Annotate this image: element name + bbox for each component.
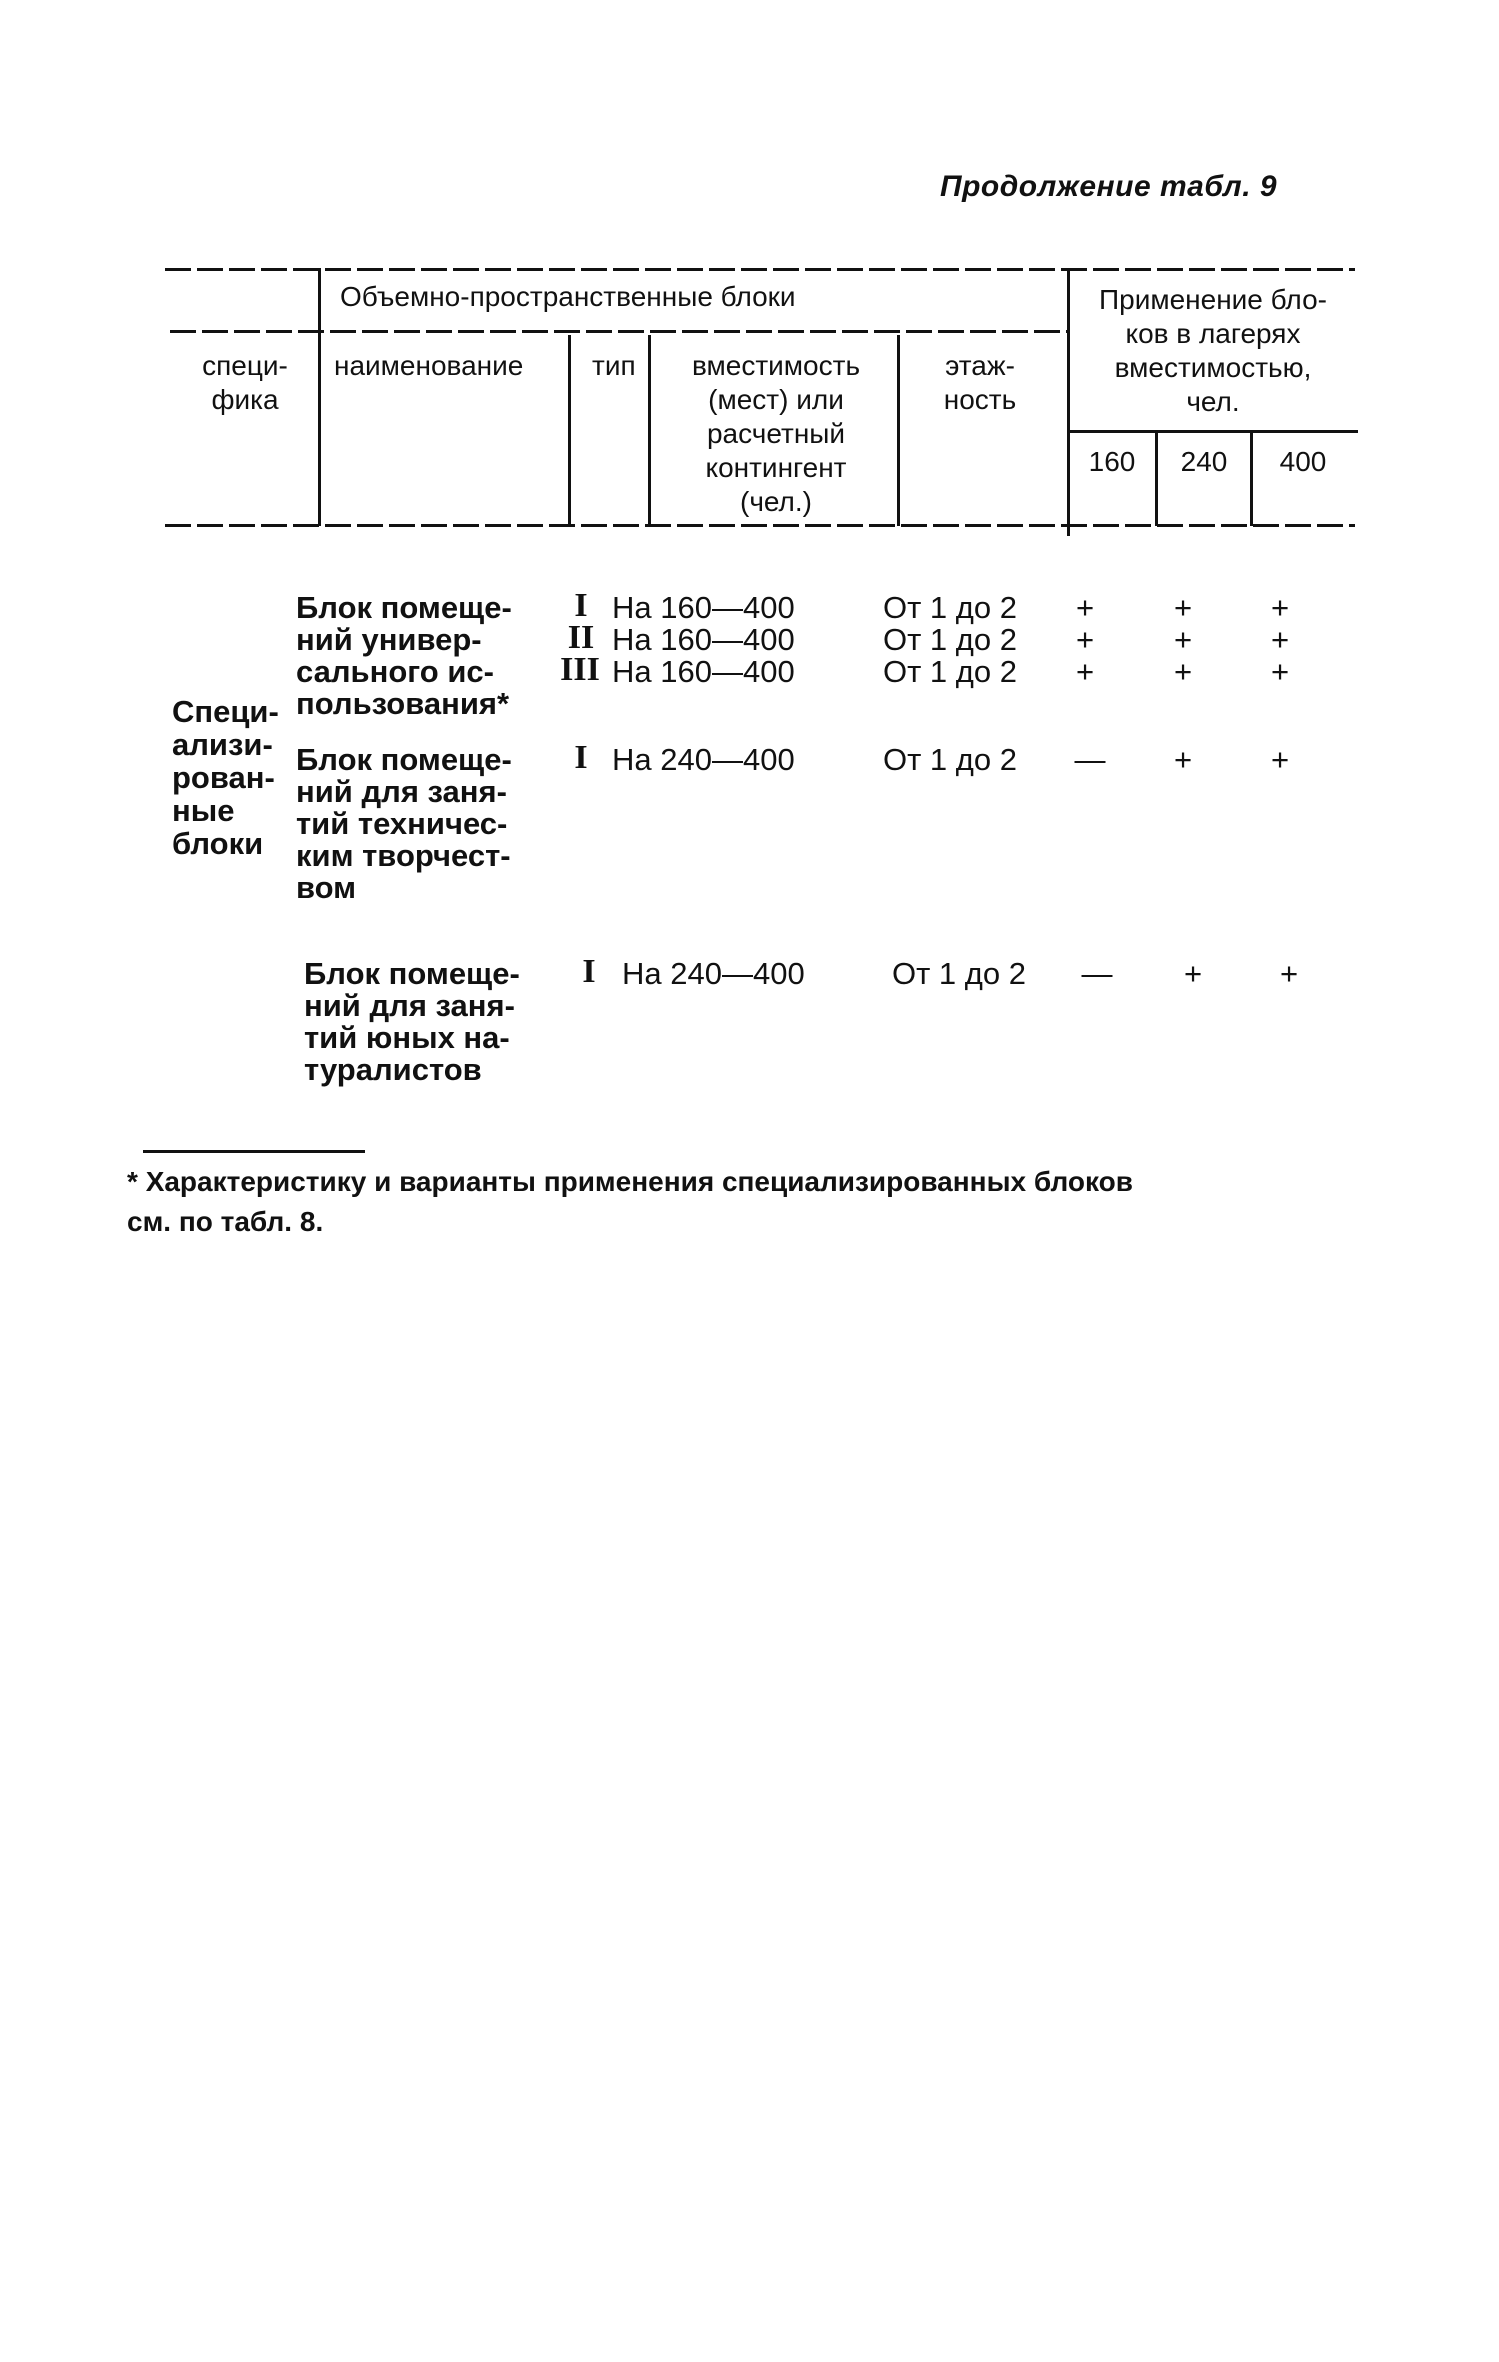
row-1-v2-type: II: [567, 619, 595, 656]
row-1-v3-type: III: [560, 651, 600, 688]
row-3-name: Блок помеще- ний для заня- тий юных на- туралистов: [304, 956, 520, 1087]
row-1-v1-capacity: На 160—400: [612, 590, 795, 625]
header-col-spec: специ- фика: [202, 350, 288, 415]
row-1-name: Блок помеще- ний универ- сального ис- пользования*: [296, 590, 512, 721]
header-col-name: наименование: [334, 350, 524, 381]
footnote-rule: [143, 1150, 365, 1153]
divider-capacity: [897, 335, 900, 526]
row-2-v1-type: I: [574, 739, 588, 776]
row-2-v1-c400: +: [1270, 742, 1290, 777]
row-2-v1-floors: От 1 до 2: [883, 742, 1017, 777]
row-1-v2-c400: +: [1270, 622, 1290, 657]
divider-spec: [318, 268, 321, 526]
footnote-text: и варианты применения специализированных блоков: [366, 1166, 1133, 1197]
row-1-v3-capacity: На 160—400: [612, 654, 795, 689]
table-caption: Продолжение табл. 9: [940, 170, 1278, 203]
header-cap-400: 400: [1279, 446, 1327, 477]
header-col-type: тип: [592, 350, 636, 381]
footnote-lead: Характеристику: [145, 1166, 367, 1197]
row-2-name: Блок помеще- ний для заня- тий техничес- ким творчест- вом: [296, 742, 512, 905]
header-group-application: Применение бло- ков в лагерях вместимостью, чел.: [1099, 284, 1327, 417]
row-1-v1-floors: От 1 до 2: [883, 590, 1017, 625]
divider-floors: [1067, 268, 1070, 536]
header-group-blocks: Объемно-пространственные блоки: [340, 281, 796, 312]
header-bottom-rule: [165, 524, 1355, 527]
row-2-v1-c240: +: [1173, 742, 1193, 777]
row-1-v2-c240: +: [1173, 622, 1193, 657]
row-3-v1-capacity: На 240—400: [622, 956, 805, 991]
footnote-line2: см. по табл. 8.: [127, 1206, 324, 1237]
header-group-rule: [170, 330, 1070, 333]
row-1-v3-floors: От 1 до 2: [883, 654, 1017, 689]
row-3-v1-c400: +: [1279, 956, 1299, 991]
footnote: [127, 1162, 1327, 1242]
divider-name: [568, 335, 571, 526]
capacity-subheader-rule: [1068, 430, 1358, 433]
row-1-v1-type: I: [574, 587, 588, 624]
divider-type: [648, 335, 651, 526]
row-1-v1-c160: +: [1075, 590, 1095, 625]
row-1-v3-c400: +: [1270, 654, 1290, 689]
footnote-mark: *: [127, 1166, 138, 1197]
header-col-floors: этаж- ность: [943, 350, 1017, 415]
header-col-capacity: вместимость (мест) или расчетный контингент (чел.): [691, 350, 861, 517]
row-1-v2-floors: От 1 до 2: [883, 622, 1017, 657]
row-1-v2-c160: +: [1075, 622, 1095, 657]
row-3-v1-c240: +: [1183, 956, 1203, 991]
header-cap-160: 160: [1088, 446, 1136, 477]
spec-group-label: Специ- ализи- рован- ные блоки: [172, 694, 279, 861]
row-1-v1-c400: +: [1270, 590, 1290, 625]
row-1-v2-capacity: На 160—400: [612, 622, 795, 657]
header-cap-240: 240: [1180, 446, 1228, 477]
row-2-v1-capacity: На 240—400: [612, 742, 795, 777]
table-top-rule: [165, 268, 1355, 271]
row-3-v1-c160: —: [1081, 956, 1113, 991]
row-2-v1-c160: —: [1074, 742, 1106, 777]
row-1-v1-c240: +: [1173, 590, 1193, 625]
row-1-v3-c160: +: [1075, 654, 1095, 689]
row-1-v3-c240: +: [1173, 654, 1193, 689]
row-3-v1-floors: От 1 до 2: [892, 956, 1026, 991]
row-3-v1-type: I: [582, 953, 596, 990]
